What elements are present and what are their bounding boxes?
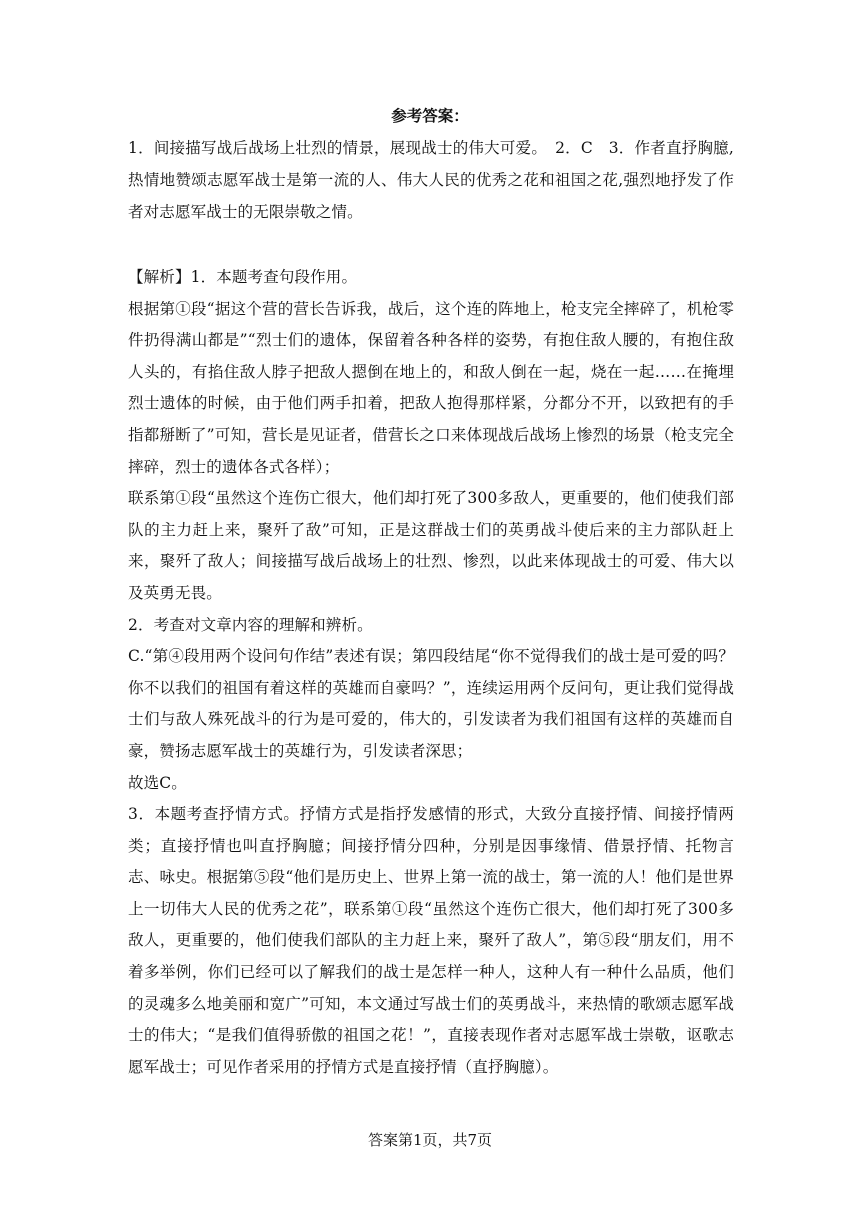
- page-title: 参考答案：: [391, 106, 469, 125]
- analysis-paragraph: 根据第①段“据这个营的营长告诉我，战后，这个连的阵地上，枪支完全摔碎了，机枪零件扔得满山都是”“烈士们的遗体，保留着各种各样的姿势，有抱住敌人腰的，有抱住敌人头的，有掐住敌人脖子把敌人摁倒在地上的，和敌人倒在一起，烧在一起……在掩埋烈士遗体的时候，由于他们两手扣着，把敌人抱得那样紧，分都分不开，以致把有的手指都掰断了”可知，营长是见证者，借营长之口来体现战后战场上惨烈的场景（枪支完全摔碎，烈士的遗体各式各样）；: [128, 299, 734, 476]
- analysis-paragraph: 2．考查对文章内容的理解和辨析。: [128, 615, 373, 634]
- analysis-paragraph: 3．本题考查抒情方式。抒情方式是指抒发感情的形式，大致分直接抒情、间接抒情两类；直接抒情也叫直抒胸臆；间接抒情分四种，分别是因事缘情、借景抒情、托物言志、咏史。根据第⑤段“他们是历史上、世界上第一流的战士，第一流的人！他们是世界上一切伟大人民的优秀之花”，联系第①段“虽然这个连伤亡很大，他们却打死了300多敌人，更重要的，他们使我们部队的主力赶上来，聚歼了敌人”，第⑤段“朋友们，用不着多举例，你们已经可以了解我们的战士是怎样一种人，这种人有一种什么品质，他们的灵魂多么地美丽和宽广”可知，本文通过写战士们的英勇战斗，来热情的歌颂志愿军战士的伟大；“是我们值得骄傲的祖国之花！”，直接表现作者对志愿军战士崇敬，讴歌志愿军战士；可见作者采用的抒情方式是直接抒情（直抒胸臆）。: [128, 805, 734, 1076]
- analysis-paragraph: 联系第①段“虽然这个连伤亡很大，他们却打死了300多敌人，更重要的，他们使我们部队的主力赶上来，聚歼了敌”可知，正是这群战士们的英勇战斗使后来的主力部队赶上来，聚歼了敌人；间接描写战后战场上的壮烈、惨烈，以此来体现战士的可爱、伟大以及英勇无畏。: [128, 489, 734, 602]
- answer-summary: [128, 132, 734, 228]
- analysis-paragraph: C.“第④段用两个设问句作结”表述有误；第四段结尾“你不觉得我们的战士是可爱的吗？你不以我们的祖国有着这样的英雄而自豪吗？”，连续运用两个反问句，更让我们觉得战士们与敌人殊死战斗的行为是可爱的，伟大的，引发读者为我们祖国有这样的英雄而自豪，赞扬志愿军战士的英雄行为，引发读者深思；: [128, 647, 734, 760]
- analysis-paragraph: 故选C。: [128, 773, 187, 792]
- analysis-paragraph: 【解析】1．本题考查句段作用。: [128, 268, 358, 286]
- page-footer: 答案第1页，共7页: [367, 1131, 493, 1149]
- answer-text: 1．间接描写战后战场上壮烈的情景，展现战士的伟大可爱。 2．C 3．作者直抒胸臆,热情地赞颂志愿军战士是第一流的人、伟大人民的优秀之花和祖国之花,强烈地抒发了作者对志愿军战士的无限崇敬之情。: [128, 139, 734, 221]
- analysis-section: [128, 262, 734, 1083]
